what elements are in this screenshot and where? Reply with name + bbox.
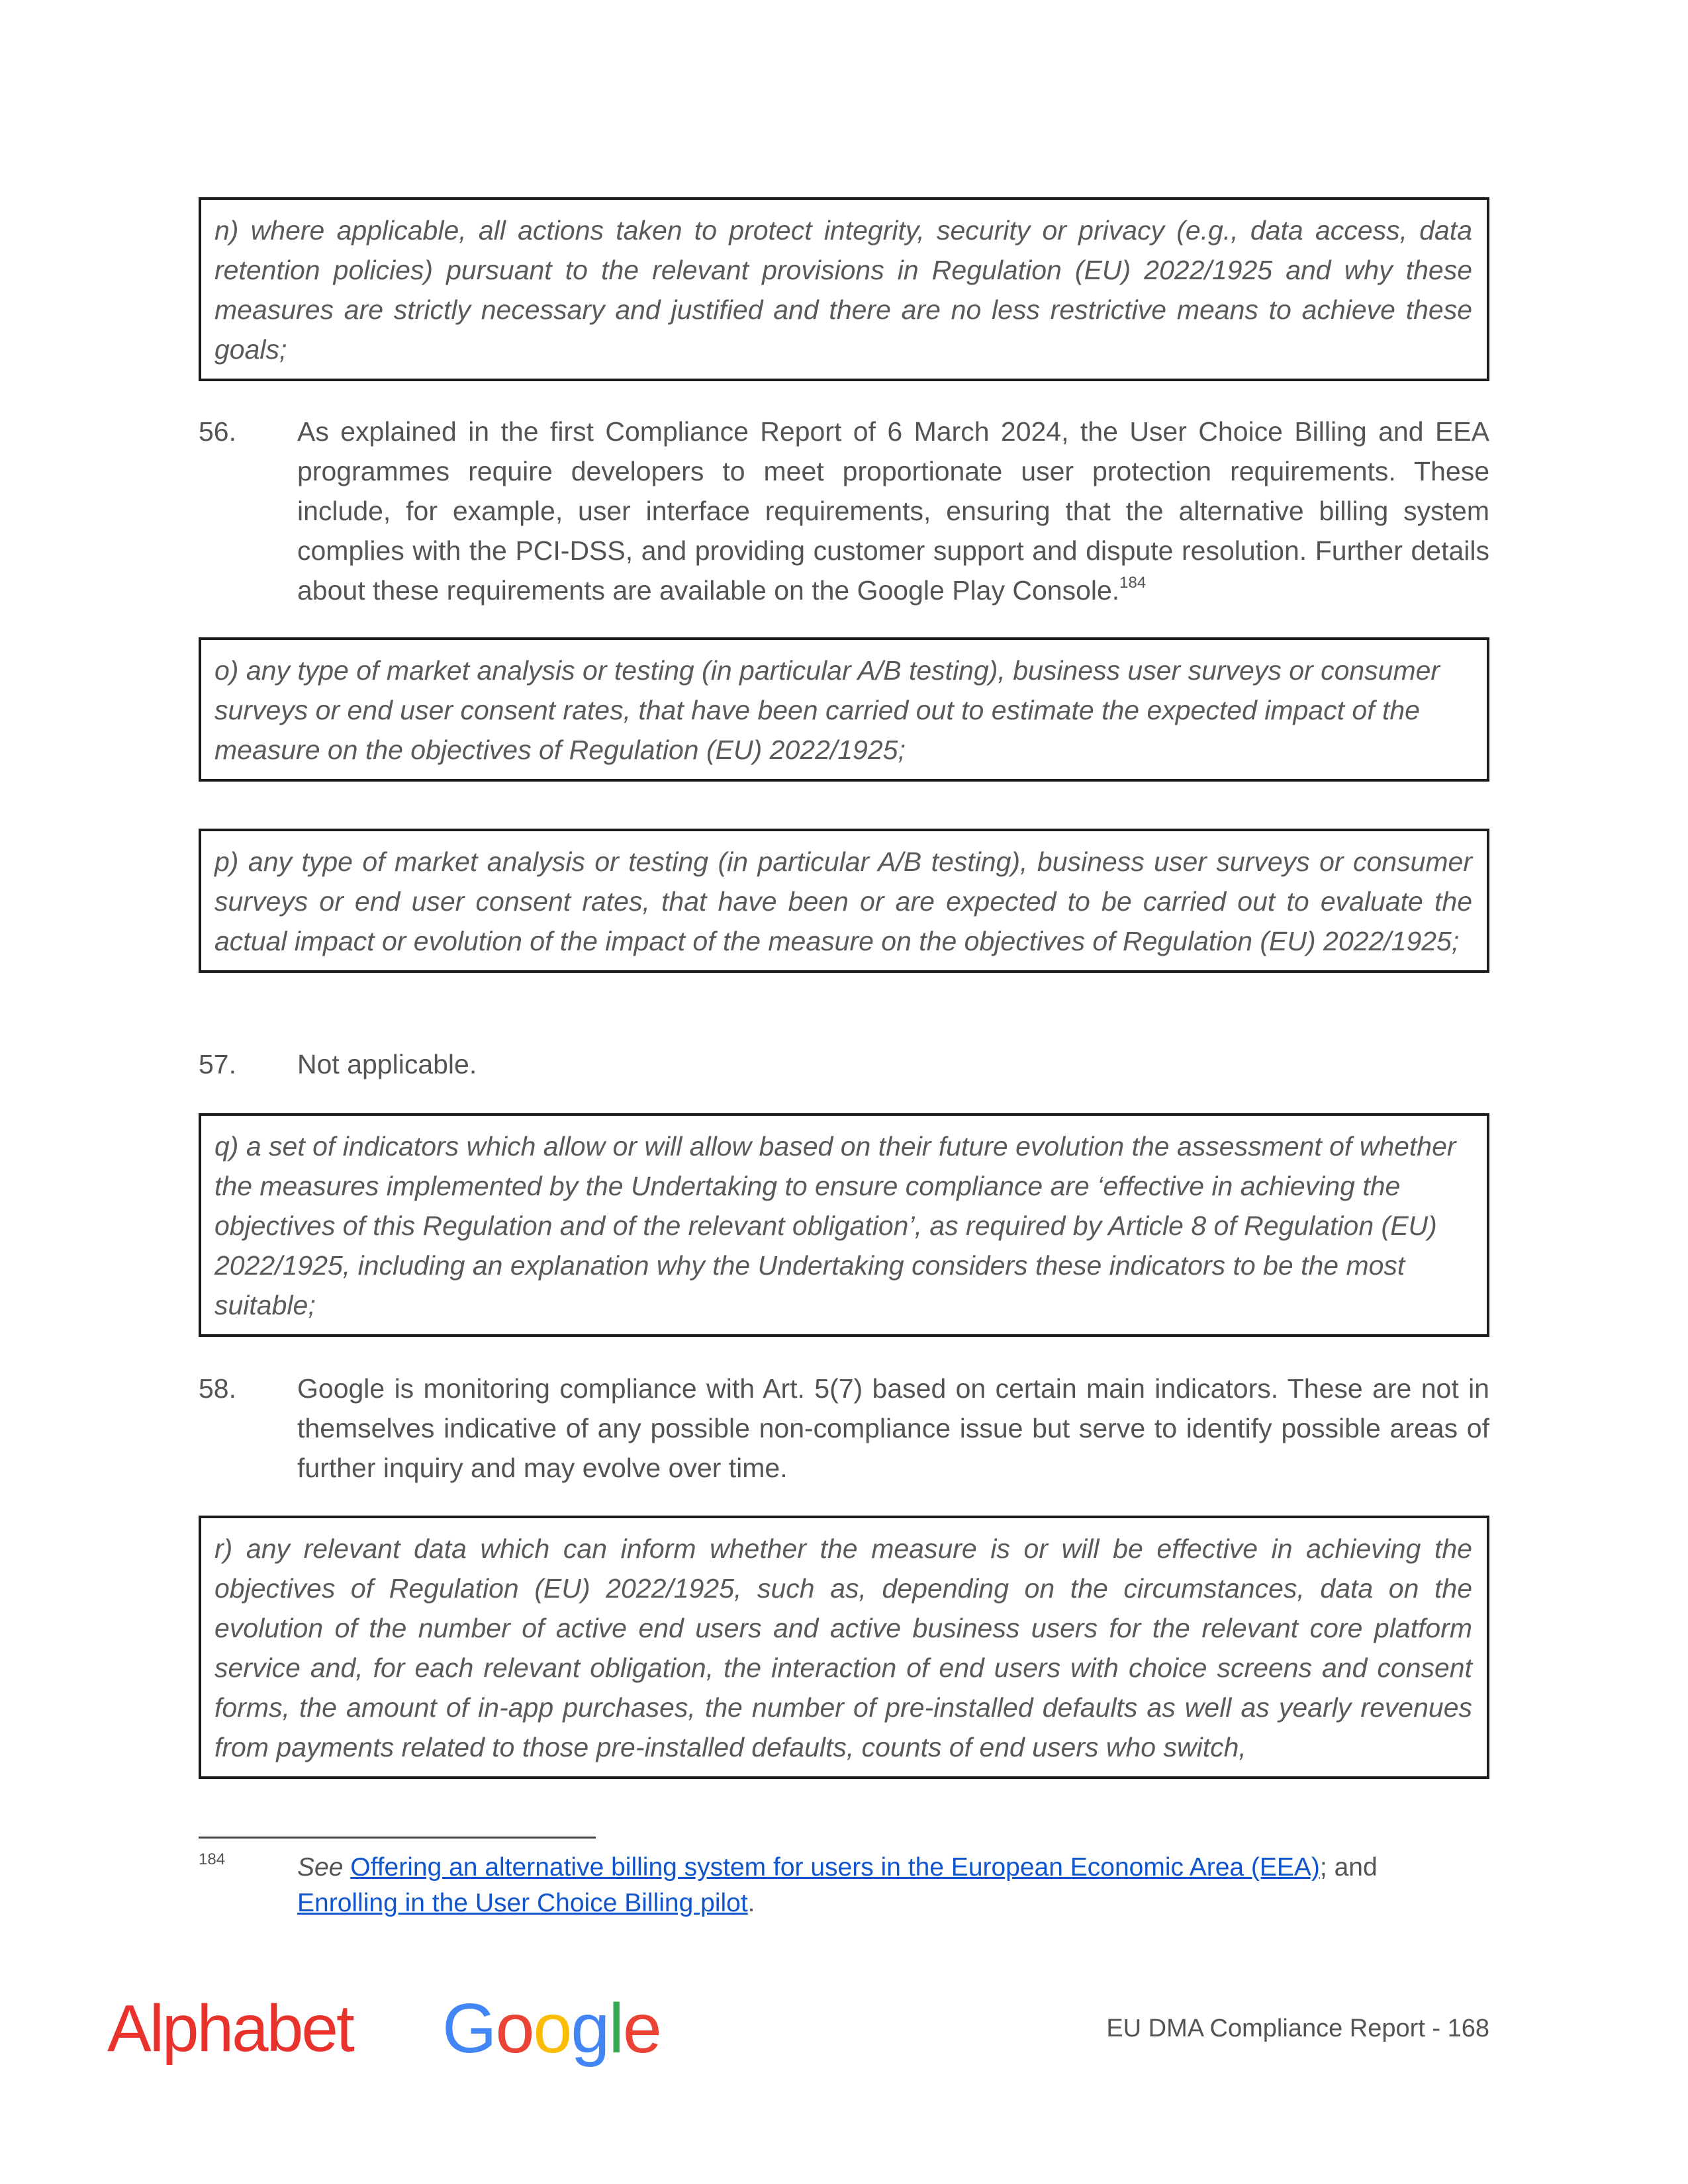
footnote-ref-184[interactable]: 184 xyxy=(1119,574,1147,592)
requirement-box-q xyxy=(199,1113,1489,1337)
google-logo-letter: o xyxy=(533,1989,571,2068)
google-logo-letter: l xyxy=(608,1989,623,2068)
requirement-text-q: q) a set of indicators which allow or will allow based on their future evolution the assessment of whether the measures implemented by the Undertaking to ensure compliance are ‘effective in achieving the objectives of this Regulation and of the relevant obligation’, as required by Article 8 of Regulation (EU) 2022/1925, including an explanation why the Undertaking considers these indicators to be the most suitable; xyxy=(214,1131,1456,1320)
requirement-box-n xyxy=(199,197,1489,381)
paragraph-58 xyxy=(199,1369,1489,1488)
footnote-link-user-choice-billing[interactable]: Enrolling in the User Choice Billing pilot xyxy=(297,1889,748,1917)
paragraph-text xyxy=(297,412,1489,610)
requirement-box-o xyxy=(199,637,1489,782)
requirement-box-r xyxy=(199,1516,1489,1779)
google-logo-letter: e xyxy=(622,1989,661,2068)
google-logo-letter: G xyxy=(442,1989,496,2068)
alphabet-logo: Alphabet xyxy=(107,1991,353,2066)
footnote-see: See xyxy=(297,1853,344,1882)
footnote-number: 184 xyxy=(199,1850,226,1868)
paragraph-number: 56. xyxy=(199,416,236,447)
requirement-box-p xyxy=(199,829,1489,973)
paragraph-text: Not applicable. xyxy=(297,1049,477,1079)
requirement-text-r: r) any relevant data which can inform whether the measure is or will be effective in achieving the objectives of Regulation (EU) 2022/1925, such as, depending on the circumstances, data on the evolution of the number of active end users and active business users for the relevant core platform service and, for each relevant obligation, the interaction of end users with choice screens and consent forms, the amount of in-app purchases, the number of pre-installed defaults as well as yearly revenues from payments related to those pre-installed defaults, counts of end users who switch, xyxy=(214,1533,1472,1762)
footnote-divider xyxy=(199,1837,596,1839)
google-logo xyxy=(442,1985,661,2071)
google-logo-letter: g xyxy=(571,1989,609,2068)
requirement-text-n: n) where applicable, all actions taken to protect integrity, security or privacy (e.g., data access, data retention policies) pursuant to the relevant provisions in Regulation (EU) 2022/1925 and why these measures are strictly necessary and justified and there are no less restrictive means to achieve these goals; xyxy=(214,215,1472,365)
google-logo-letter: o xyxy=(495,1989,534,2068)
footnote-link-eea-billing[interactable]: Offering an alternative billing system for users in the European Economic Area (EEA) xyxy=(350,1853,1320,1882)
paragraph-body: As explained in the first Compliance Report of 6 March 2024, the User Choice Billing and EEA programmes require developers to meet proportionate user protection requirements. These include, for example, user interface requirements, ensuring that the alternative billing system complies with the PCI-DSS, and providing customer support and dispute resolution. Further details about these requirements are available on the Google Play Console. xyxy=(297,416,1489,606)
paragraph-57 xyxy=(199,1044,1489,1084)
footnote-184 xyxy=(199,1850,1489,1921)
footnote-text xyxy=(297,1850,1489,1921)
requirement-text-p: p) any type of market analysis or testing (in particular A/B testing), business user surveys or consumer surveys or end user consent rates, that have been or are expected to be carried out to evaluate the actual impact or evolution of the impact of the measure on the objectives of Regulation (EU) 2022/1925; xyxy=(214,846,1472,956)
paragraph-number: 57. xyxy=(199,1049,236,1079)
requirement-text-o: o) any type of market analysis or testing (in particular A/B testing), business user surveys or consumer surveys or end user consent rates, that have been carried out to estimate the expected impact of the measure on the objectives of Regulation (EU) 2022/1925; xyxy=(214,655,1440,765)
footnote-connector: ; and xyxy=(1319,1853,1378,1882)
footnote-end: . xyxy=(747,1889,755,1917)
paragraph-text: Google is monitoring compliance with Art. 5(7) based on certain main indicators. These are not in themselves indicative of any possible non-compliance issue but serve to identify possible areas of further inquiry and may evolve over time. xyxy=(297,1373,1489,1483)
page-footer-label: EU DMA Compliance Report - 168 xyxy=(1106,2015,1489,2042)
paragraph-number: 58. xyxy=(199,1373,236,1404)
paragraph-56 xyxy=(199,412,1489,610)
